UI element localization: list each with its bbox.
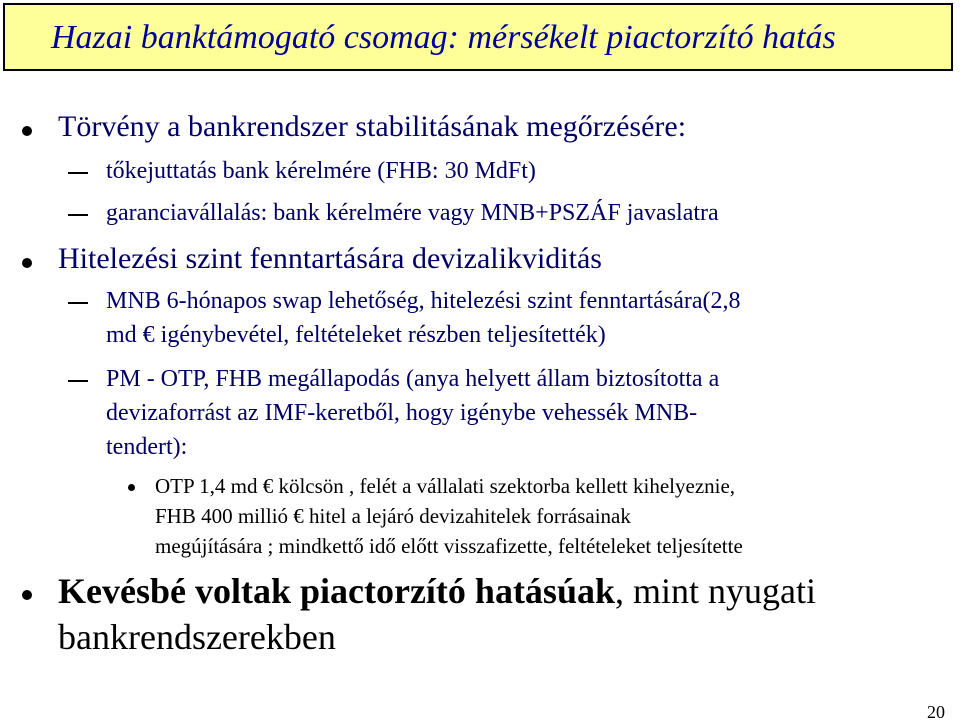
point-2-sub-2-item-line-1: OTP 1,4 md € kölcsön , felét a vállalati szektorba kellett kihelyeznie,	[155, 474, 736, 498]
dash-icon	[68, 172, 88, 174]
dash-icon	[68, 214, 88, 216]
bullet-icon	[22, 258, 32, 268]
point-3-line-2: bankrendszerekben	[58, 617, 336, 657]
point-2: Hitelezési szint fenntartására devizalikviditás	[58, 242, 602, 275]
point-2-sub-1-line-1: MNB 6-hónapos swap lehetőség, hitelezési szint fenntartására(2,8	[106, 288, 741, 314]
bullet-icon	[128, 484, 135, 491]
point-3-bold-text: Kevésbé voltak piactorzító hatásúak	[58, 571, 615, 611]
dash-icon	[68, 302, 88, 304]
point-2-sub-2-line-2: devizaforrást az IMF-keretből, hogy igénybe vehessék MNB-	[106, 400, 698, 426]
point-1-sub-1: tőkejuttatás bank kérelmére (FHB: 30 MdFt)	[106, 158, 536, 184]
point-3-line-1	[58, 570, 816, 612]
dash-icon	[68, 380, 88, 382]
point-2-sub-2-item-line-3: megújítására ; mindkettő idő előtt visszafizette, feltételeket teljesítette	[155, 534, 743, 558]
slide-title: Hazai banktámogató csomag: mérsékelt piactorzító hatás	[51, 19, 836, 56]
point-1: Törvény a bankrendszer stabilitásának megőrzésére:	[58, 110, 687, 143]
bullet-icon	[22, 590, 32, 600]
point-1-sub-2: garanciavállalás: bank kérelmére vagy MNB+PSZÁF javaslatra	[106, 200, 719, 226]
point-2-sub-2-line-1: PM - OTP, FHB megállapodás (anya helyett állam biztosította a	[106, 366, 720, 392]
point-3-rest-text: , mint nyugati	[614, 571, 816, 611]
point-2-sub-2-line-3: tendert):	[106, 434, 188, 460]
point-2-sub-2-item-line-2: FHB 400 millió € hitel a lejáró devizahitelek forrásainak	[155, 504, 631, 528]
bullet-icon	[22, 126, 32, 136]
point-2-sub-1-line-2: md € igénybevétel, feltételeket részben teljesítették)	[106, 322, 606, 348]
page-number: 20	[927, 702, 945, 722]
